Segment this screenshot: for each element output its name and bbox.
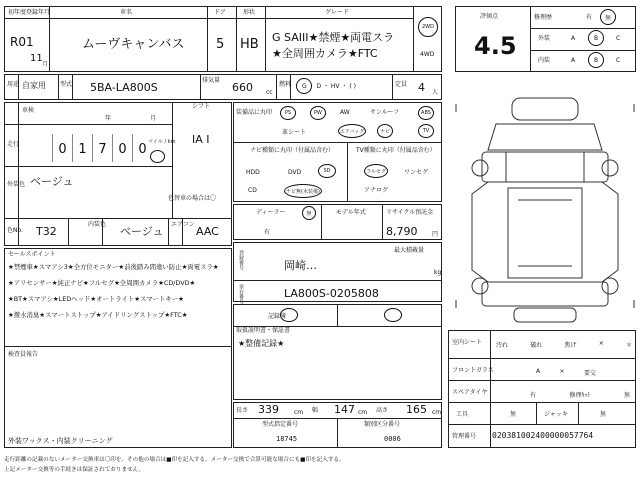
mgmt-label: 管理番号	[452, 433, 477, 440]
first-reg-label: 初年度登録年月	[8, 9, 51, 16]
color-no-label: 色No.	[7, 227, 23, 234]
plate-value: 岡崎…	[284, 259, 317, 272]
spare-label: スペアタイヤ	[452, 389, 488, 396]
records-label: 記録簿	[268, 313, 287, 320]
fuel-label: 燃料	[279, 81, 292, 88]
equipment-label: 装備品に丸印	[236, 109, 273, 116]
first-reg-year: R01	[10, 35, 34, 49]
mileage-digit: 0	[52, 134, 72, 162]
exterior-label: 外装	[538, 35, 551, 42]
equip-nav-circle: ナビ	[377, 124, 393, 138]
fuel-selected-circle	[296, 78, 312, 94]
cert-no: 18745	[276, 435, 298, 443]
mileage-digit: 0	[112, 134, 132, 162]
jack-value: 無	[600, 411, 607, 418]
inspector-label: 検査員報告	[8, 351, 39, 358]
dealer-name: 外装ワックス・内装クリーニング	[8, 437, 113, 445]
recycle-label: リサイクル預託金	[386, 209, 434, 216]
nav-type-label: ナビ種類に丸印（付属品含む）	[250, 147, 335, 154]
dealer-label: ディーラー	[256, 209, 286, 216]
cat-no: 0006	[384, 435, 401, 443]
width-value: 147	[334, 403, 355, 416]
equip-airbag-circle: エアバッグ	[338, 124, 366, 138]
owner-note: ★整備記録★	[238, 339, 285, 348]
mileage-digit: 7	[92, 134, 112, 162]
length-label: 長さ	[236, 407, 249, 414]
tv-type-label: TV種類に丸印（付属品含む）	[356, 147, 436, 154]
usage-value: 自家用	[22, 81, 46, 90]
mileage-digit: 0	[132, 134, 152, 162]
car-name: ムーヴキャンバス	[82, 37, 185, 52]
sales-point-line: ★BT★スマアシ★LEDヘッド★オートライト★スマートキー★	[8, 295, 184, 303]
manual-selected-circle	[384, 308, 402, 322]
height-label: 高さ	[376, 407, 389, 414]
grade-line2: ★全周囲カメラ★FTC	[272, 47, 378, 60]
repair-selected-circle: 無	[600, 9, 616, 25]
length-value: 339	[258, 403, 279, 416]
fuel-options: G ・ D ・ HV ・ ( )	[302, 83, 356, 90]
ac-value: AAC	[196, 225, 219, 238]
mileage-digits	[52, 134, 152, 162]
chassis-label: 車台番号	[238, 284, 244, 304]
grade-label: グレード	[325, 9, 350, 16]
plate-label: 登録番号	[238, 250, 244, 270]
color-value: ベージュ	[30, 175, 74, 188]
max-load-label: 最大積載量	[394, 247, 425, 254]
drive-4wd: 4WD	[420, 51, 435, 58]
owner-manual-label: 取扱説明書・保証書	[236, 327, 291, 334]
doors-value: 5	[216, 37, 225, 52]
mgmt-no: 020381002400000057764	[492, 431, 594, 440]
score-value: 4.5	[474, 32, 517, 60]
ac-label: エアコン	[171, 221, 195, 228]
grade-line1: G SAIII★禁煙★両電スラ	[272, 31, 395, 44]
sales-points-label: セールスポイント	[8, 251, 56, 258]
nav-none-circle: ナビ無(未装備)	[284, 184, 322, 198]
interior-color-value: ベージュ	[120, 225, 164, 238]
width-label: 幅	[312, 407, 319, 414]
car-damage-diagram	[452, 90, 638, 326]
sales-point-line: ★禁煙車★スマアシ3★全方位モニター★前後踏み間違い防止★両電スラ★	[8, 263, 219, 271]
seat-items: 汚れ 破れ 焦げ × ＊	[496, 340, 632, 349]
footer-note-1: 走行距離の記載のないメーター交換車は〇印を、その他の場合は■印を記入する。メーター交換で合算可能な場合にも■印を記入する。	[4, 457, 345, 463]
tools-label: 工具	[456, 411, 469, 418]
recycle-amount: 8,790	[386, 225, 418, 238]
equip-abs-circle: ABS	[418, 106, 434, 120]
car-name-label: 車名	[120, 9, 133, 16]
usage-label: 用途	[7, 81, 20, 88]
score-label: 評価点	[480, 13, 499, 20]
cat-label: 類別区分番号	[364, 421, 401, 428]
capacity-value: 4	[418, 81, 425, 94]
glass-label: フロントガラス	[452, 367, 494, 374]
interior-color-label: 内装色	[88, 221, 107, 228]
drive-2wd-circle: 2WD	[418, 17, 438, 37]
tools-value: 無	[510, 411, 517, 418]
shift-label: シフト	[192, 103, 211, 110]
nav-sd-circle: SD	[318, 164, 336, 178]
shift-value: IA I	[192, 133, 210, 146]
exterior-selected-circle: B	[588, 30, 604, 46]
sales-points-block	[4, 248, 232, 448]
model-value: 5BA-LA800S	[90, 81, 158, 94]
color-label: 外装色	[7, 181, 26, 188]
model-label: 型式	[60, 81, 73, 88]
sales-point-line: ★アリセンサー★純正ナビ★フルセグ★全周囲カメラ★CD/DVD★	[8, 279, 196, 287]
seat-label: 室内シート	[452, 339, 483, 346]
mileage-unit-options: マイル / km	[148, 139, 176, 145]
color-change-note: 色替車の場合は〇	[168, 195, 217, 202]
tv-fullseg-circle: フルセグ	[364, 164, 388, 178]
displacement-label: 排気量	[202, 77, 221, 84]
glass-items: A × 要交	[536, 368, 596, 377]
shape-label: 形状	[243, 9, 256, 16]
displacement-value: 660	[232, 81, 253, 94]
interior-label: 内装	[538, 57, 551, 64]
equip-ps-circle: PS	[280, 106, 296, 120]
cert-label: 型式指定番号	[262, 421, 299, 428]
jack-label: ジャッキ	[544, 411, 568, 418]
color-no-value: T32	[36, 225, 57, 238]
dealer-selected-circle: 無	[302, 206, 316, 220]
chassis-value: LA800S-0205808	[284, 287, 379, 300]
inspection-label: 車検	[22, 107, 35, 114]
capacity-label: 定員	[395, 81, 408, 88]
mileage-label: 走行	[7, 141, 20, 148]
equip-pw-circle: PW	[310, 106, 326, 120]
mileage-digit: 1	[72, 134, 92, 162]
first-reg-month: 11	[30, 53, 43, 64]
interior-selected-circle: B	[588, 52, 604, 68]
model-year-label: モデル年式	[336, 209, 366, 216]
height-value: 165	[406, 403, 427, 416]
mileage-unit-circle	[150, 150, 165, 163]
shape-value: HB	[240, 37, 259, 52]
repair-label: 修理歴	[534, 14, 553, 21]
sales-point-line: ★撥水消臭★スマートストップ★アイドリングストップ★FTC★	[8, 311, 188, 319]
doors-label: ドア	[214, 9, 226, 16]
footer-note-2: 上記メーター交換等の手続きは保証されておりません。	[4, 467, 145, 473]
spare-items: 有 修理ｷｯﾄ 無	[530, 392, 630, 399]
equip-tv-circle: TV	[418, 124, 434, 138]
